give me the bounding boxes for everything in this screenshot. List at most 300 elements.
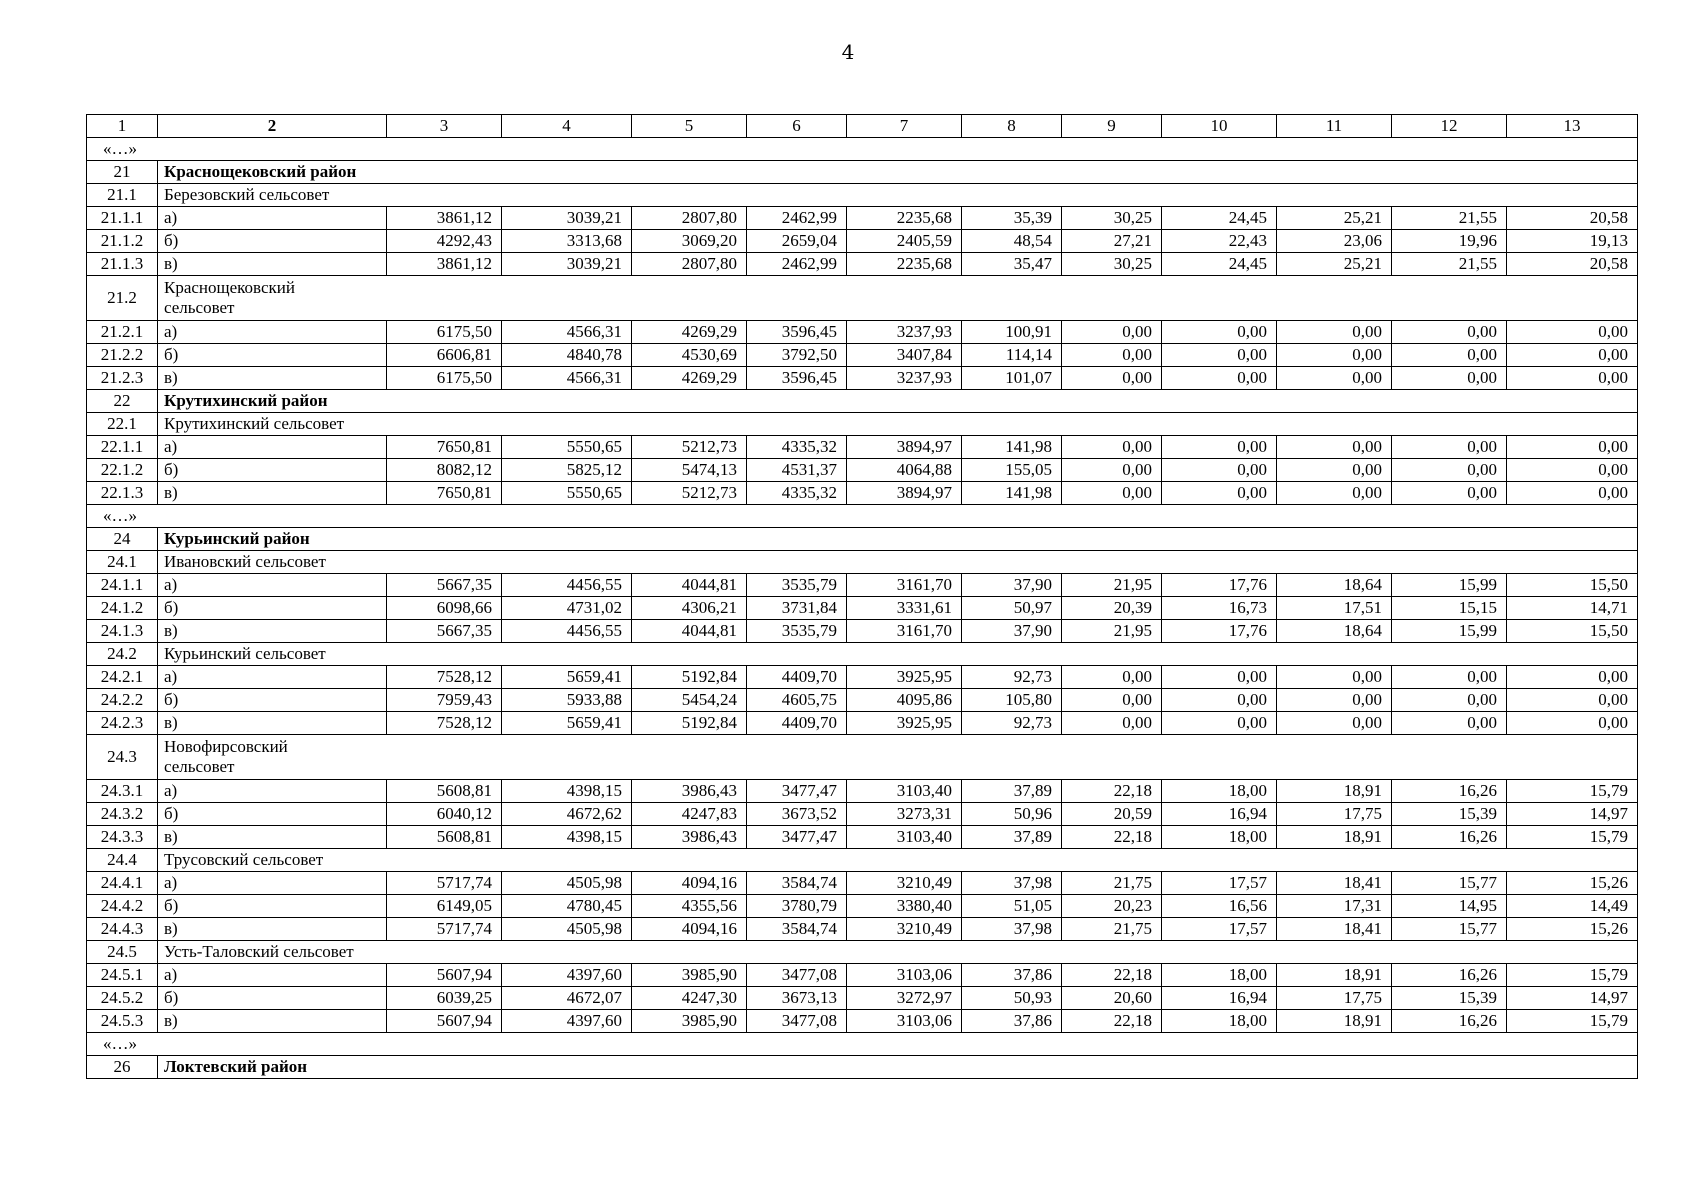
omission-marker: «…» [87,1033,1638,1056]
row-variant: в) [158,1010,387,1033]
value-cell: 3273,31 [847,803,962,826]
value-cell: 30,25 [1062,253,1162,276]
value-cell: 0,00 [1392,482,1507,505]
value-cell: 3925,95 [847,666,962,689]
row-variant: б) [158,459,387,482]
council-row [87,643,1638,666]
value-cell: 51,05 [962,895,1062,918]
row-code: 24.3.2 [87,803,158,826]
value-cell: 3673,52 [747,803,847,826]
table-row [87,230,1638,253]
value-cell: 5933,88 [502,689,632,712]
value-cell: 4456,55 [502,574,632,597]
value-cell: 0,00 [1162,689,1277,712]
value-cell: 3069,20 [632,230,747,253]
value-cell: 141,98 [962,436,1062,459]
value-cell: 18,91 [1277,780,1392,803]
value-cell: 4247,83 [632,803,747,826]
table-row [87,620,1638,643]
value-cell: 37,89 [962,780,1062,803]
column-header: 1 [87,115,158,138]
value-cell: 4566,31 [502,367,632,390]
value-cell: 37,86 [962,964,1062,987]
value-cell: 14,97 [1507,803,1638,826]
table-row [87,459,1638,482]
row-code: 24.2.3 [87,712,158,735]
value-cell: 20,58 [1507,253,1638,276]
column-header: 10 [1162,115,1277,138]
table-row [87,712,1638,735]
table-row [87,574,1638,597]
value-cell: 4398,15 [502,826,632,849]
value-cell: 0,00 [1392,712,1507,735]
value-cell: 7959,43 [387,689,502,712]
value-cell: 21,75 [1062,872,1162,895]
value-cell: 0,00 [1392,344,1507,367]
row-variant: б) [158,689,387,712]
table-row [87,872,1638,895]
value-cell: 4269,29 [632,367,747,390]
value-cell: 4292,43 [387,230,502,253]
value-cell: 15,79 [1507,964,1638,987]
value-cell: 4397,60 [502,1010,632,1033]
column-header: 6 [747,115,847,138]
row-variant: в) [158,620,387,643]
council-name: Березовский сельсовет [158,184,1638,207]
value-cell: 16,26 [1392,964,1507,987]
row-code: 24.4.1 [87,872,158,895]
value-cell: 16,94 [1162,803,1277,826]
value-cell: 22,18 [1062,1010,1162,1033]
column-header: 12 [1392,115,1507,138]
row-code: 21.1.1 [87,207,158,230]
value-cell: 15,26 [1507,872,1638,895]
table-row [87,987,1638,1010]
value-cell: 20,23 [1062,895,1162,918]
value-cell: 100,91 [962,321,1062,344]
row-variant: б) [158,344,387,367]
value-cell: 5717,74 [387,918,502,941]
value-cell: 4064,88 [847,459,962,482]
value-cell: 3161,70 [847,620,962,643]
value-cell: 16,26 [1392,826,1507,849]
value-cell: 3596,45 [747,321,847,344]
value-cell: 3535,79 [747,574,847,597]
value-cell: 2807,80 [632,207,747,230]
row-code: 22.1.1 [87,436,158,459]
value-cell: 92,73 [962,666,1062,689]
column-header: 4 [502,115,632,138]
value-cell: 14,97 [1507,987,1638,1010]
value-cell: 20,58 [1507,207,1638,230]
table-row [87,207,1638,230]
row-code: 22.1 [87,413,158,436]
value-cell: 0,00 [1277,367,1392,390]
table-row [87,1010,1638,1033]
value-cell: 0,00 [1392,459,1507,482]
value-cell: 0,00 [1277,321,1392,344]
value-cell: 0,00 [1062,712,1162,735]
value-cell: 7528,12 [387,712,502,735]
value-cell: 18,64 [1277,574,1392,597]
council-name-text: Новофирсовский сельсовет [164,737,288,776]
value-cell: 15,99 [1392,574,1507,597]
value-cell: 15,79 [1507,780,1638,803]
value-cell: 7650,81 [387,482,502,505]
omission-row [87,1033,1638,1056]
value-cell: 4409,70 [747,712,847,735]
column-header: 8 [962,115,1062,138]
omission-row [87,138,1638,161]
value-cell: 0,00 [1392,666,1507,689]
value-cell: 0,00 [1392,689,1507,712]
value-cell: 6040,12 [387,803,502,826]
district-row [87,1056,1638,1079]
value-cell: 15,99 [1392,620,1507,643]
value-cell: 4566,31 [502,321,632,344]
row-variant: б) [158,895,387,918]
council-row [87,276,1638,321]
value-cell: 5192,84 [632,712,747,735]
value-cell: 0,00 [1507,436,1638,459]
council-name: Крутихинский сельсовет [158,413,1638,436]
value-cell: 3380,40 [847,895,962,918]
value-cell: 105,80 [962,689,1062,712]
value-cell: 0,00 [1062,321,1162,344]
value-cell: 5659,41 [502,666,632,689]
value-cell: 5607,94 [387,1010,502,1033]
table-row [87,895,1638,918]
district-name: Локтевский район [158,1056,1638,1079]
row-variant: в) [158,826,387,849]
district-row [87,390,1638,413]
value-cell: 15,15 [1392,597,1507,620]
value-cell: 6175,50 [387,367,502,390]
omission-row [87,505,1638,528]
row-variant: в) [158,918,387,941]
row-variant: а) [158,666,387,689]
row-code: 24.5.3 [87,1010,158,1033]
value-cell: 3894,97 [847,436,962,459]
value-cell: 3894,97 [847,482,962,505]
value-cell: 155,05 [962,459,1062,482]
row-variant: в) [158,712,387,735]
value-cell: 35,47 [962,253,1062,276]
value-cell: 27,21 [1062,230,1162,253]
value-cell: 0,00 [1507,321,1638,344]
district-name: Курьинский район [158,528,1638,551]
value-cell: 6606,81 [387,344,502,367]
value-cell: 37,90 [962,620,1062,643]
row-code: 24.3 [87,735,158,780]
value-cell: 3925,95 [847,712,962,735]
value-cell: 7650,81 [387,436,502,459]
value-cell: 4530,69 [632,344,747,367]
value-cell: 22,18 [1062,780,1162,803]
table-row [87,780,1638,803]
row-variant: а) [158,872,387,895]
value-cell: 5667,35 [387,574,502,597]
table-row [87,344,1638,367]
value-cell: 5667,35 [387,620,502,643]
value-cell: 15,50 [1507,620,1638,643]
value-cell: 0,00 [1277,344,1392,367]
value-cell: 4247,30 [632,987,747,1010]
value-cell: 18,00 [1162,964,1277,987]
value-cell: 0,00 [1162,436,1277,459]
value-cell: 17,57 [1162,918,1277,941]
council-row [87,551,1638,574]
value-cell: 18,64 [1277,620,1392,643]
value-cell: 3477,08 [747,964,847,987]
value-cell: 4094,16 [632,872,747,895]
value-cell: 0,00 [1507,712,1638,735]
value-cell: 4355,56 [632,895,747,918]
value-cell: 15,79 [1507,1010,1638,1033]
row-code: 24.1.2 [87,597,158,620]
value-cell: 15,39 [1392,803,1507,826]
column-header: 5 [632,115,747,138]
value-cell: 37,98 [962,872,1062,895]
value-cell: 24,45 [1162,207,1277,230]
row-variant: а) [158,780,387,803]
value-cell: 16,94 [1162,987,1277,1010]
value-cell: 2807,80 [632,253,747,276]
row-variant: б) [158,803,387,826]
value-cell: 3210,49 [847,872,962,895]
row-code: 21.2.1 [87,321,158,344]
row-code: 21.2.2 [87,344,158,367]
value-cell: 0,00 [1277,459,1392,482]
council-name-text: Краснощековский сельсовет [164,278,295,317]
council-name: Курьинский сельсовет [158,643,1638,666]
value-cell: 101,07 [962,367,1062,390]
value-cell: 0,00 [1062,666,1162,689]
row-variant: а) [158,964,387,987]
value-cell: 16,26 [1392,780,1507,803]
value-cell: 4456,55 [502,620,632,643]
value-cell: 0,00 [1062,482,1162,505]
value-cell: 0,00 [1507,459,1638,482]
value-cell: 0,00 [1507,367,1638,390]
value-cell: 2462,99 [747,207,847,230]
value-cell: 2235,68 [847,253,962,276]
value-cell: 4840,78 [502,344,632,367]
row-code: 24.2.2 [87,689,158,712]
value-cell: 5550,65 [502,482,632,505]
row-variant: а) [158,207,387,230]
column-header: 9 [1062,115,1162,138]
value-cell: 4531,37 [747,459,847,482]
value-cell: 15,50 [1507,574,1638,597]
value-cell: 5474,13 [632,459,747,482]
value-cell: 16,73 [1162,597,1277,620]
value-cell: 0,00 [1162,459,1277,482]
row-code: 24.5.1 [87,964,158,987]
row-code: 21.1.2 [87,230,158,253]
value-cell: 0,00 [1062,459,1162,482]
value-cell: 24,45 [1162,253,1277,276]
value-cell: 19,96 [1392,230,1507,253]
value-cell: 25,21 [1277,253,1392,276]
district-row [87,161,1638,184]
row-variant: в) [158,253,387,276]
value-cell: 14,49 [1507,895,1638,918]
value-cell: 5192,84 [632,666,747,689]
value-cell: 16,26 [1392,1010,1507,1033]
column-header: 2 [158,115,387,138]
value-cell: 3103,06 [847,964,962,987]
value-cell: 5212,73 [632,482,747,505]
value-cell: 18,41 [1277,872,1392,895]
value-cell: 0,00 [1062,344,1162,367]
value-cell: 6175,50 [387,321,502,344]
table-row [87,367,1638,390]
value-cell: 14,95 [1392,895,1507,918]
value-cell: 50,96 [962,803,1062,826]
value-cell: 0,00 [1392,367,1507,390]
value-cell: 19,13 [1507,230,1638,253]
value-cell: 17,75 [1277,987,1392,1010]
value-cell: 5717,74 [387,872,502,895]
value-cell: 3673,13 [747,987,847,1010]
value-cell: 0,00 [1162,344,1277,367]
page-number: 4 [841,40,855,64]
value-cell: 3039,21 [502,207,632,230]
value-cell: 18,91 [1277,1010,1392,1033]
value-cell: 37,90 [962,574,1062,597]
value-cell: 141,98 [962,482,1062,505]
value-cell: 6098,66 [387,597,502,620]
district-name: Краснощековский район [158,161,1638,184]
value-cell: 20,60 [1062,987,1162,1010]
value-cell: 3237,93 [847,321,962,344]
row-code: 24.3.1 [87,780,158,803]
value-cell: 4397,60 [502,964,632,987]
value-cell: 4409,70 [747,666,847,689]
value-cell: 5454,24 [632,689,747,712]
value-cell: 0,00 [1062,436,1162,459]
value-cell: 5659,41 [502,712,632,735]
value-cell: 15,79 [1507,826,1638,849]
district-name: Крутихинский район [158,390,1638,413]
value-cell: 0,00 [1162,666,1277,689]
value-cell: 4269,29 [632,321,747,344]
row-code: 24.1.3 [87,620,158,643]
value-cell: 17,57 [1162,872,1277,895]
value-cell: 0,00 [1392,321,1507,344]
value-cell: 2235,68 [847,207,962,230]
value-cell: 18,00 [1162,780,1277,803]
table-row [87,964,1638,987]
row-code: 24.5.2 [87,987,158,1010]
value-cell: 15,77 [1392,872,1507,895]
value-cell: 4672,62 [502,803,632,826]
omission-marker: «…» [87,138,1638,161]
value-cell: 37,86 [962,1010,1062,1033]
value-cell: 22,18 [1062,826,1162,849]
value-cell: 3103,06 [847,1010,962,1033]
value-cell: 15,39 [1392,987,1507,1010]
row-variant: в) [158,367,387,390]
value-cell: 3407,84 [847,344,962,367]
value-cell: 3584,74 [747,872,847,895]
value-cell: 23,06 [1277,230,1392,253]
row-variant: б) [158,597,387,620]
district-row [87,528,1638,551]
value-cell: 3039,21 [502,253,632,276]
value-cell: 5607,94 [387,964,502,987]
value-cell: 2405,59 [847,230,962,253]
value-cell: 15,77 [1392,918,1507,941]
row-code: 21.2 [87,276,158,321]
value-cell: 3477,47 [747,780,847,803]
value-cell: 6039,25 [387,987,502,1010]
value-cell: 4398,15 [502,780,632,803]
row-code: 26 [87,1056,158,1079]
value-cell: 20,59 [1062,803,1162,826]
council-row [87,941,1638,964]
row-code: 21.2.3 [87,367,158,390]
column-header: 11 [1277,115,1392,138]
value-cell: 0,00 [1277,712,1392,735]
value-cell: 3584,74 [747,918,847,941]
value-cell: 0,00 [1062,367,1162,390]
value-cell: 4044,81 [632,620,747,643]
value-cell: 0,00 [1062,689,1162,712]
value-cell: 4094,16 [632,918,747,941]
value-cell: 17,76 [1162,620,1277,643]
value-cell: 50,97 [962,597,1062,620]
value-cell: 22,43 [1162,230,1277,253]
value-cell: 3986,43 [632,780,747,803]
value-cell: 18,00 [1162,826,1277,849]
council-name: Усть-Таловский сельсовет [158,941,1638,964]
row-variant: а) [158,321,387,344]
value-cell: 0,00 [1392,436,1507,459]
value-cell: 4044,81 [632,574,747,597]
value-cell: 37,89 [962,826,1062,849]
value-cell: 0,00 [1162,482,1277,505]
council-row [87,849,1638,872]
value-cell: 3161,70 [847,574,962,597]
table-row [87,803,1638,826]
row-code: 24.1 [87,551,158,574]
value-cell: 0,00 [1162,321,1277,344]
value-cell: 21,75 [1062,918,1162,941]
row-code: 24.5 [87,941,158,964]
tariff-table [86,114,1638,1079]
table-body [87,115,1638,1079]
value-cell: 3985,90 [632,964,747,987]
value-cell: 48,54 [962,230,1062,253]
value-cell: 4335,32 [747,482,847,505]
value-cell: 3731,84 [747,597,847,620]
value-cell: 17,31 [1277,895,1392,918]
council-name: Ивановский сельсовет [158,551,1638,574]
value-cell: 21,55 [1392,253,1507,276]
value-cell: 3861,12 [387,253,502,276]
value-cell: 4335,32 [747,436,847,459]
value-cell: 18,91 [1277,826,1392,849]
value-cell: 0,00 [1162,367,1277,390]
value-cell: 30,25 [1062,207,1162,230]
row-variant: б) [158,987,387,1010]
column-number-row [87,115,1638,138]
row-code: 21.1 [87,184,158,207]
row-variant: в) [158,482,387,505]
value-cell: 0,00 [1162,712,1277,735]
